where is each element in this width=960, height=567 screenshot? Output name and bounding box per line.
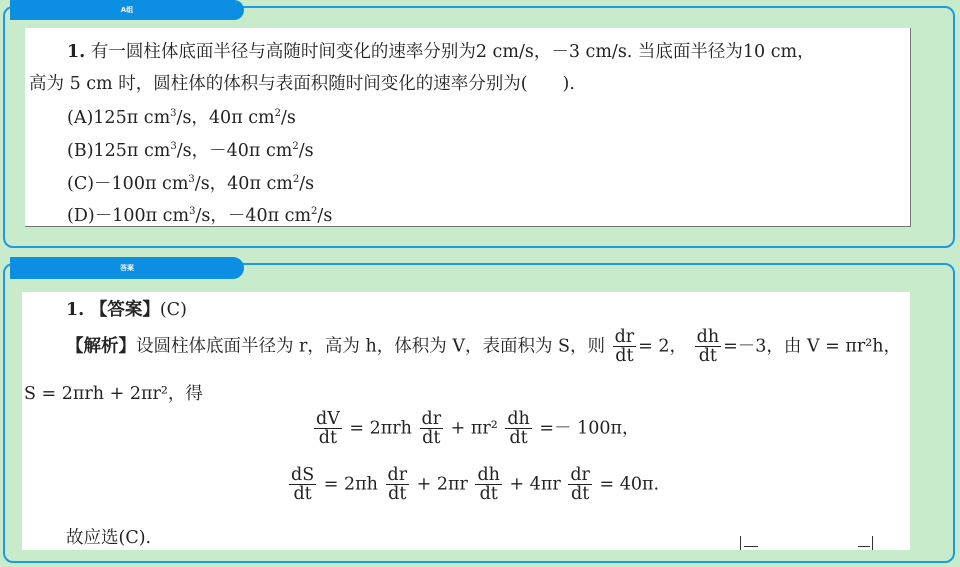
question-sheet — [25, 28, 911, 227]
analysis-text: 设圆柱体底面半径为 r，高为 h，体积为 V，表面积为 S，则 — [136, 336, 606, 357]
option-c: (C)－100π $cm^3/s$，40π $cm^2/s$ — [67, 174, 315, 194]
conclusion: 故应选(C). — [66, 528, 152, 548]
answer-tag: 【答案】 — [89, 300, 160, 320]
question-stem-line-2: 高为 5 cm 时，圆柱体的体积与表面积随时间变化的速率分别为( ). — [29, 74, 575, 94]
question-number: 1. — [67, 42, 86, 62]
fraction-dh-dt: $\frac{dh}{dt}$ — [696, 327, 720, 367]
surface-area-line: S = 2πrh + 2πr²，得 — [24, 384, 203, 404]
option-label: (A) — [67, 108, 94, 128]
crop-mark-tick — [744, 546, 758, 547]
option-a: (A)125π $cm^3/s$，40π $cm^2/s$ — [67, 108, 296, 128]
question-stem-line-1 — [67, 38, 815, 63]
answer-number: 1. — [66, 300, 85, 320]
equation-ds: $\frac{dS}{dt}$ = 2πh $\frac{dr}{dt}$ + 2πr $\frac{dh}{dt}$ + 4πr $\frac{dr}{dt}$ = 40π. — [291, 465, 660, 505]
option-b: (B)125π $cm^3/s$，－40π $cm^2/s$ — [67, 141, 314, 161]
crop-mark-left — [740, 536, 741, 550]
answer-section-header: 答案 — [10, 257, 244, 279]
option-label: (B) — [67, 141, 94, 161]
crop-mark-tick — [858, 546, 870, 547]
answer-line — [66, 296, 187, 321]
analysis-tag: 【解析】 — [66, 336, 136, 357]
fraction-dr-dt: $\frac{dr}{dt}$ — [614, 327, 635, 367]
crop-mark-right — [872, 536, 873, 550]
answer-value: (C) — [159, 300, 187, 320]
answer-sheet — [22, 292, 910, 550]
option-label: (C) — [67, 174, 95, 194]
question-section-header: A组 — [10, 0, 244, 20]
option-label: (D) — [67, 206, 95, 226]
equation-dv: $\frac{dV}{dt}$ = 2πrh $\frac{dr}{dt}$ + πr² $\frac{dh}{dt}$ =－ 100π， — [316, 409, 640, 449]
option-d: (D)－100π $cm^3/s$，－40π $cm^2/s$ — [67, 206, 333, 226]
question-stem-text-1: 有一圆柱体底面半径与高随时间变化的速率分别为2 cm/s，－3 cm/s. 当底面半径为10 cm， — [90, 42, 815, 62]
analysis-line: 【解析】设圆柱体底面半径为 r，高为 h，体积为 V，表面积为 S，则 $\frac{dr}{dt}$ = 2， $\frac{dh}{dt}$ =－3，由 V = πr²h， — [66, 327, 902, 367]
